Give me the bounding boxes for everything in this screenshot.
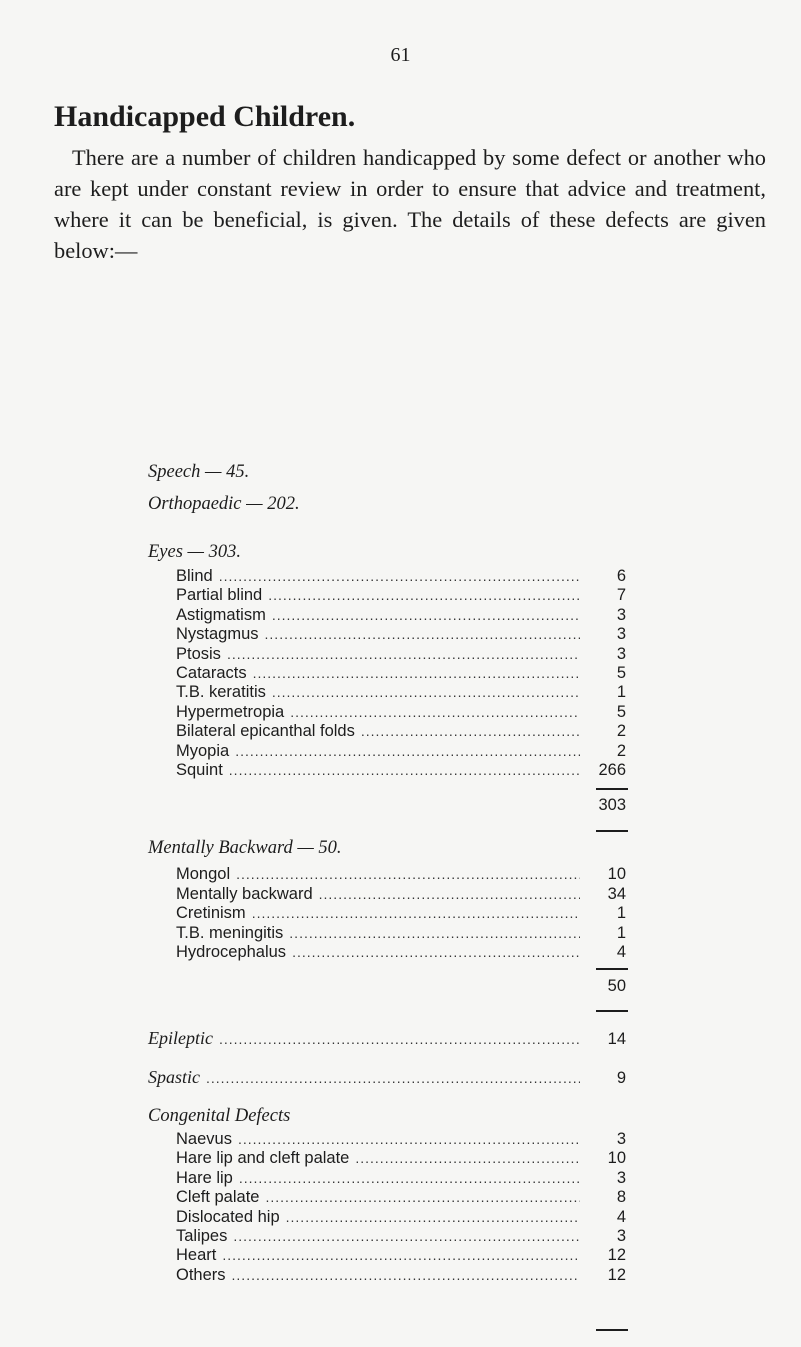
row-value: 5 [616, 702, 626, 721]
row-value: 2 [616, 741, 626, 760]
row-label: Cataracts [176, 664, 247, 682]
table-row [176, 761, 626, 783]
row-value: 34 [607, 884, 626, 903]
epileptic-value: 14 [607, 1030, 626, 1048]
leader-dots [292, 944, 580, 960]
leader-dots [355, 1150, 580, 1166]
row-label: Hare lip [176, 1168, 233, 1187]
row-value: 3 [616, 625, 626, 644]
spastic-label: Spastic [148, 1067, 200, 1087]
row-value: 8 [616, 1188, 626, 1207]
leader-dots [290, 704, 580, 720]
row-value: 10 [607, 1149, 626, 1168]
leader-dots [268, 587, 580, 603]
mb-rule-bottom [596, 1010, 628, 1012]
row-label: Partial blind [176, 586, 263, 605]
leader-dots [239, 1170, 580, 1186]
mentally-backward-total: 50 [607, 977, 626, 995]
row-value: 1 [616, 683, 626, 702]
table-row [176, 943, 626, 965]
row-label: Astigmatism [176, 605, 266, 624]
spastic-row [148, 1067, 626, 1089]
leader-dots [319, 886, 580, 902]
leader-dots [235, 743, 580, 759]
row-value: 3 [616, 644, 626, 663]
leader-dots [227, 646, 580, 662]
row-value: 1 [616, 923, 626, 942]
orthopaedic-line: Orthopaedic — 202. [148, 494, 300, 514]
row-label: Hare lip and cleft palate [176, 1149, 350, 1168]
row-label: Mongol [176, 865, 231, 883]
row-label: Mentally backward [176, 884, 313, 903]
row-value: 7 [616, 586, 626, 605]
cong-rule-top [596, 1329, 628, 1331]
row-value: 1 [616, 904, 626, 923]
row-value: 4 [616, 1207, 626, 1226]
row-value: 5 [616, 664, 626, 682]
row-value: 3 [616, 1227, 626, 1245]
eyes-rule-bottom [596, 830, 628, 832]
leader-dots [219, 568, 580, 584]
congenital-title: Congenital Defects [148, 1106, 291, 1126]
eyes-rule-top [596, 788, 628, 790]
row-value: 3 [616, 1130, 626, 1148]
leader-dots [236, 866, 580, 882]
row-value: 266 [598, 761, 626, 779]
speech-line: Speech — 45. [148, 462, 250, 482]
row-label: Hypermetropia [176, 702, 285, 721]
page-heading: Handicapped Children. [54, 100, 356, 133]
row-label: Others [176, 1265, 226, 1284]
row-label: Cretinism [176, 904, 246, 923]
table-row [176, 1266, 626, 1288]
row-value: 12 [607, 1265, 626, 1284]
row-label: Naevus [176, 1130, 232, 1148]
row-value: 3 [616, 605, 626, 624]
row-value: 6 [616, 567, 626, 585]
row-value: 3 [616, 1168, 626, 1187]
intro-text: There are a number of children handicapped by some defect or another who are kept under constant review in order to ensure that advice and treatment, where it can be beneficial, is given. The details of these defects are given below:— [54, 145, 766, 263]
row-label: Bilateral epicanthal folds [176, 722, 355, 741]
leader-dots [232, 1267, 580, 1283]
leader-dots [253, 665, 580, 681]
epileptic-row [148, 1028, 626, 1050]
leader-dots [265, 626, 580, 642]
row-label: Dislocated hip [176, 1207, 280, 1226]
leader-dots [265, 1189, 580, 1205]
leader-dots [238, 1131, 580, 1147]
row-value: 10 [607, 865, 626, 883]
leader-dots [233, 1228, 580, 1244]
row-label: T.B. keratitis [176, 683, 266, 702]
row-label: Talipes [176, 1227, 228, 1245]
intro-paragraph [54, 142, 766, 266]
row-label: Myopia [176, 741, 230, 760]
epileptic-label: Epileptic [148, 1028, 213, 1048]
eyes-total: 303 [598, 796, 626, 814]
leader-dots [361, 723, 580, 739]
leader-dots [272, 607, 580, 623]
row-value: 2 [616, 722, 626, 741]
row-label: Cleft palate [176, 1188, 260, 1207]
row-label: Heart [176, 1246, 217, 1265]
leader-dots [289, 925, 580, 941]
leader-dots [222, 1247, 580, 1263]
page-number: 61 [390, 44, 411, 66]
row-value: 12 [607, 1246, 626, 1265]
row-label: Blind [176, 567, 213, 585]
leader-dots [286, 1209, 580, 1225]
eyes-title: Eyes — 303. [148, 542, 241, 562]
spastic-value: 9 [616, 1069, 626, 1087]
leader-dots [272, 684, 580, 700]
leader-dots [252, 905, 580, 921]
row-label: Ptosis [176, 644, 221, 663]
row-label: Hydrocephalus [176, 943, 287, 962]
leader-dots [229, 762, 580, 778]
mb-rule-top [596, 968, 628, 970]
row-label: Nystagmus [176, 625, 259, 644]
mentally-backward-title: Mentally Backward — 50. [148, 838, 342, 858]
row-value: 4 [616, 943, 626, 962]
row-label: T.B. meningitis [176, 923, 284, 942]
row-label: Squint [176, 761, 223, 779]
